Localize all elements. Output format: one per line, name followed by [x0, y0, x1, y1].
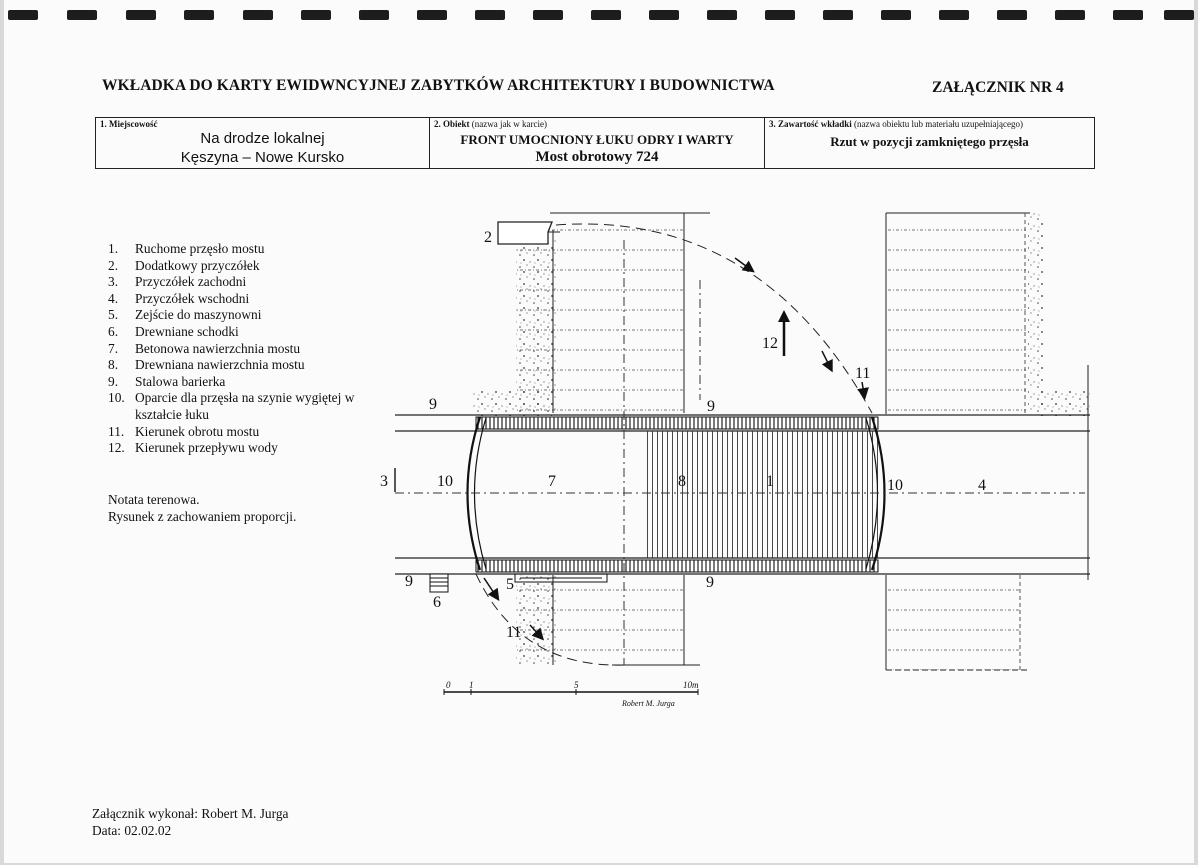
object-line1: FRONT UMOCNIONY ŁUKU ODRY I WARTY	[460, 132, 734, 147]
scale-1: 1	[469, 680, 474, 690]
legend-item: 9. Stalowa barierka	[108, 373, 226, 389]
timber-stairs	[430, 574, 448, 592]
label-11: 11	[506, 624, 522, 641]
footer-author: Załącznik wykonał: Robert M. Jurga	[92, 806, 289, 821]
label-9: 9	[405, 573, 413, 590]
content-label: 3. Zawartość wkładki	[769, 119, 852, 129]
drawing-signature: Robert M. Jurga	[622, 699, 675, 708]
label-9: 9	[706, 574, 714, 591]
legend-item: 11. Kierunek obrotu mostu	[108, 423, 260, 439]
timber-deck	[646, 431, 878, 558]
west-pier-lower	[516, 575, 700, 665]
flow-direction-arrow	[778, 310, 790, 356]
label-8: 8	[678, 473, 686, 490]
object-label-note: (nazwa jak w karcie)	[469, 119, 547, 129]
legend-item: 10. Oparcie dla przęsła na szynie wygiętej w	[108, 390, 355, 406]
notes-line1: Notata terenowa.	[108, 492, 200, 507]
legend-item: kształcie łuku	[135, 406, 209, 422]
place-label: 1. Miejscowość	[100, 119, 158, 129]
object-line2: Most obrotowy 724	[535, 149, 659, 165]
legend-item: 8. Drewniana nawierzchnia mostu	[108, 357, 305, 373]
scale-bar	[444, 680, 699, 708]
content-line1: Rzut w pozycji zamkniętego przęsła	[830, 134, 1029, 149]
label-3: 3	[380, 473, 388, 490]
scale-10m: 10m	[683, 680, 699, 690]
object-label: 2. Obiekt	[434, 119, 470, 129]
scale-5: 5	[574, 680, 579, 690]
label-12: 12	[762, 335, 778, 352]
legend-item: 4. Przyczółek wschodni	[108, 290, 250, 306]
document-title: WKŁADKA DO KARTY EWIDWNCYJNEJ ZABYTKÓW ARCHITEKTURY I BUDOWNICTWA	[102, 77, 775, 94]
rotation-arrow	[862, 382, 864, 394]
notes-line2: Rysunek z zachowaniem proporcji.	[108, 509, 297, 524]
label-5: 5	[506, 576, 514, 593]
label-9: 9	[429, 396, 437, 413]
label-10: 10	[887, 477, 903, 494]
east-abutment-lower	[886, 575, 1030, 670]
barrier-south	[476, 560, 878, 572]
label-6: 6	[433, 594, 441, 611]
label-9: 9	[707, 398, 715, 415]
place-line2: Kęszyna – Nowe Kursko	[180, 149, 345, 166]
east-bank-texture	[1040, 388, 1090, 416]
content-label-note: (nazwa obiektu lub materiału uzupełniającego)	[851, 119, 1023, 129]
west-bank-texture	[472, 388, 552, 416]
legend-item: 5. Zejście do maszynowni	[108, 307, 262, 323]
barrier-north	[476, 417, 878, 429]
east-abutment-upper	[886, 213, 1044, 415]
annex-number: ZAŁĄCZNIK NR 4	[932, 79, 1064, 96]
label-11: 11	[855, 365, 871, 382]
label-2: 2	[484, 229, 492, 246]
legend-item: 6. Drewniane schodki	[108, 323, 239, 339]
scale-0: 0	[446, 680, 451, 690]
footer-date: Data: 02.02.02	[92, 822, 172, 838]
label-10: 10	[437, 473, 453, 490]
legend-item: 12. Kierunek przepływu wody	[108, 440, 278, 456]
legend-item: 2. Dodatkowy przyczółek	[108, 257, 260, 273]
label-4: 4	[978, 477, 986, 494]
legend-item: 1. Ruchome przęsło mostu	[108, 241, 265, 256]
label-7: 7	[548, 473, 556, 490]
legend-item: 7. Betonowa nawierzchnia mostu	[108, 340, 301, 356]
legend-item: 3. Przyczółek zachodni	[108, 274, 247, 290]
label-1: 1	[766, 473, 774, 490]
rotation-arrow	[822, 351, 830, 367]
place-line1: Na drodze lokalnej	[200, 130, 325, 147]
